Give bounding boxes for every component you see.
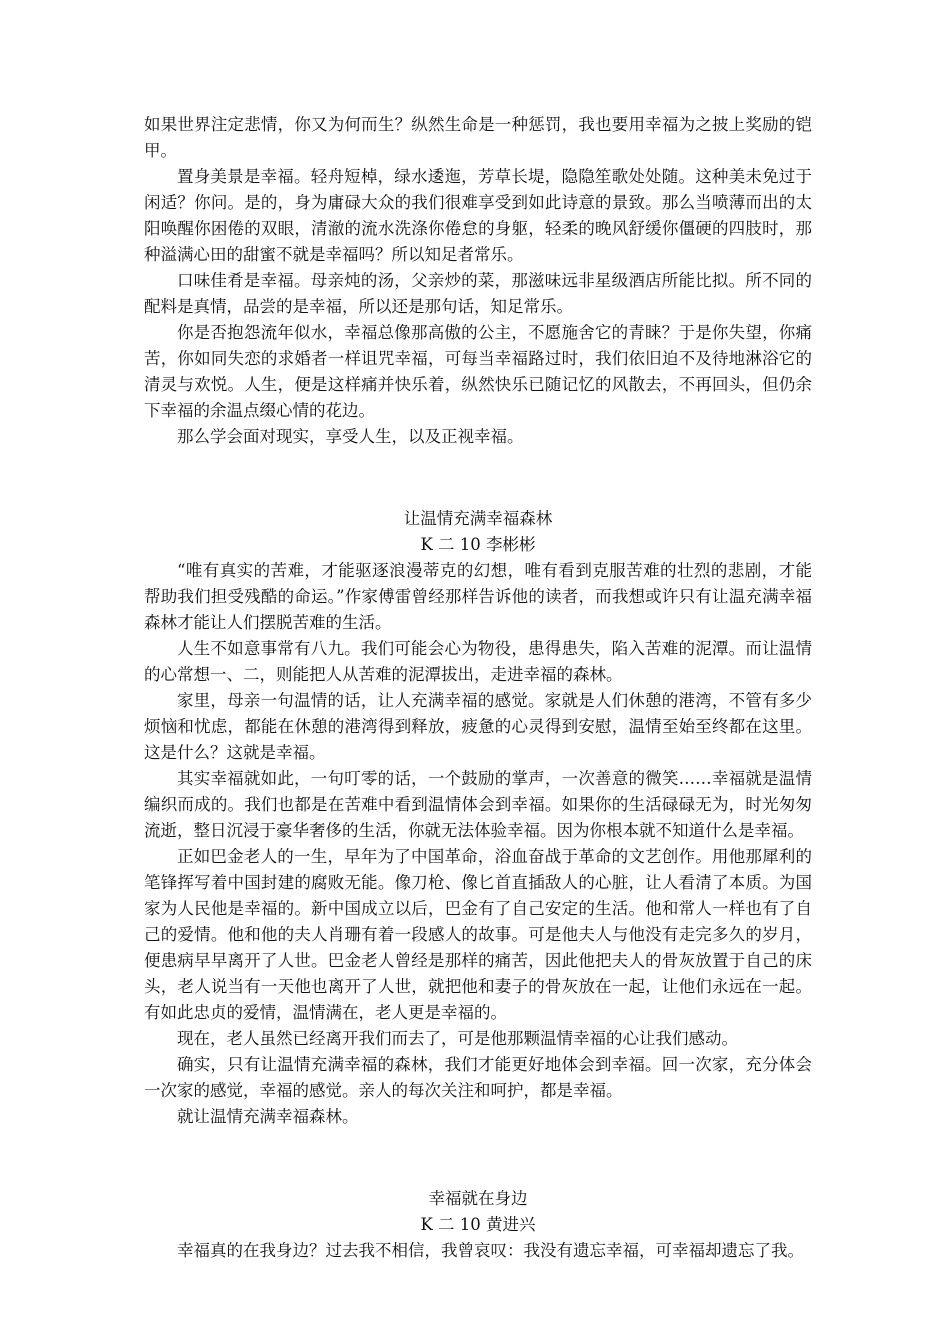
paragraph: 幸福真的在我身边？过去我不相信，我曾哀叹：我没有遗忘幸福，可幸福却遗忘了我。 — [177, 1241, 804, 1260]
paragraph: 家里，母亲一句温情的话，让人充满幸福的感觉。家就是人们休憩的港湾，不管有多少烦恼和忧虑，都能在休憩的港湾得到释放，疲惫的心灵得到安慰，温情至始至终都在这里。这是什么？这就是幸福。 — [144, 691, 812, 762]
paragraph: 如果世界注定悲情，你又为何而生？纵然生命是一种惩罚，我也要用幸福为之披上奖励的铠甲。 — [144, 115, 812, 160]
paragraph: 你是否抱怨流年似水，幸福总像那高傲的公主，不愿施舍它的青睐？于是你失望，你痛苦，你如同失恋的求婚者一样诅咒幸福，可每当幸福路过时，我们依旧迫不及待地淋浴它的清灵与欢悦。人生，便是这样痛并快乐着，纵然快乐已随记忆的风散去，不再回头，但仍余下幸福的余温点缀心情的花边。 — [144, 323, 812, 420]
paragraph: 人生不如意事常有八九。我们可能会心为物役，患得患失，陷入苦难的泥潭。而让温情的心常想一、二，则能把人从苦难的泥潭拔出，走进幸福的森林。 — [144, 639, 812, 684]
essay-section-2 — [144, 506, 812, 1130]
section-spacer — [144, 1130, 812, 1186]
essay-title: 让温情充满幸福森林 — [403, 509, 553, 528]
essay-section-1 — [144, 112, 812, 450]
essay-title: 幸福就在身边 — [428, 1189, 528, 1208]
paragraph: 就让温情充满幸福森林。 — [177, 1107, 359, 1126]
essay-byline: K 二 10 李彬彬 — [420, 535, 536, 554]
paragraph: 置身美景是幸福。轻舟短棹，绿水逶迤，芳草长堤，隐隐笙歌处处随。这种美未免过于闲适？你问。是的，身为庸碌大众的我们很难享受到如此诗意的景致。那么当喷薄而出的太阳唤醒你困倦的双眼，清澈的流水洗涤你倦怠的身躯，轻柔的晚风舒缓你僵硬的四肢时，那种溢满心田的甜蜜不就是幸福吗？所以知足者常乐。 — [144, 167, 812, 264]
paragraph: 其实幸福就如此，一句叮零的话，一个鼓励的掌声，一次善意的微笑……幸福就是温情编织而成的。我们也都是在苦难中看到温情体会到幸福。如果你的生活碌碌无为，时光匆匆流逝，整日沉浸于豪华奢侈的生活，你就无法体验幸福。因为你根本就不知道什么是幸福。 — [144, 769, 812, 840]
essay-section-3 — [144, 1186, 812, 1264]
section-spacer — [144, 450, 812, 506]
paragraph: 口味佳肴是幸福。母亲炖的汤，父亲炒的菜，那滋味远非星级酒店所能比拟。所不同的配料是真情，品尝的是幸福，所以还是那句话，知足常乐。 — [144, 271, 812, 316]
essay-byline: K 二 10 黄进兴 — [420, 1215, 536, 1234]
paragraph: “唯有真实的苦难，才能驱逐浪漫蒂克的幻想，唯有看到克服苦难的壮烈的悲剧，才能帮助我们担受残酷的命运。”作家傅雷曾经那样告诉他的读者，而我想或许只有让温充满幸福森林才能让人们摆脱苦难的生活。 — [144, 561, 812, 632]
paragraph: 现在，老人虽然已经离开我们而去了，可是他那颗温情幸福的心让我们感动。 — [177, 1029, 738, 1048]
document-page — [144, 112, 812, 1264]
paragraph: 那么学会面对现实，享受人生，以及正视幸福。 — [177, 427, 524, 446]
paragraph: 正如巴金老人的一生，早年为了中国革命，浴血奋战于革命的文艺创作。用他那犀利的笔锋挥写着中国封建的腐败无能。像刀枪、像匕首直插敌人的心脏，让人看清了本质。为国家为人民他是幸福的。新中国成立以后，巴金有了自己安定的生活。他和常人一样也有了自己的爱情。他和他的夫人肖珊有着一段感人的故事。可是他夫人与他没有走完多久的岁月，便患病早早离开了人世。巴金老人曾经是那样的痛苦，因此他把夫人的骨灰放置于自己的床头，老人说当有一天他也离开了人世，就把他和妻子的骨灰放在一起，让他们永远在一起。有如此忠贞的爱情，温情满在，老人更是幸福的。 — [144, 847, 812, 1022]
paragraph: 确实，只有让温情充满幸福的森林，我们才能更好地体会到幸福。回一次家，充分体会一次家的感觉，幸福的感觉。亲人的每次关注和呵护，都是幸福。 — [144, 1055, 812, 1100]
